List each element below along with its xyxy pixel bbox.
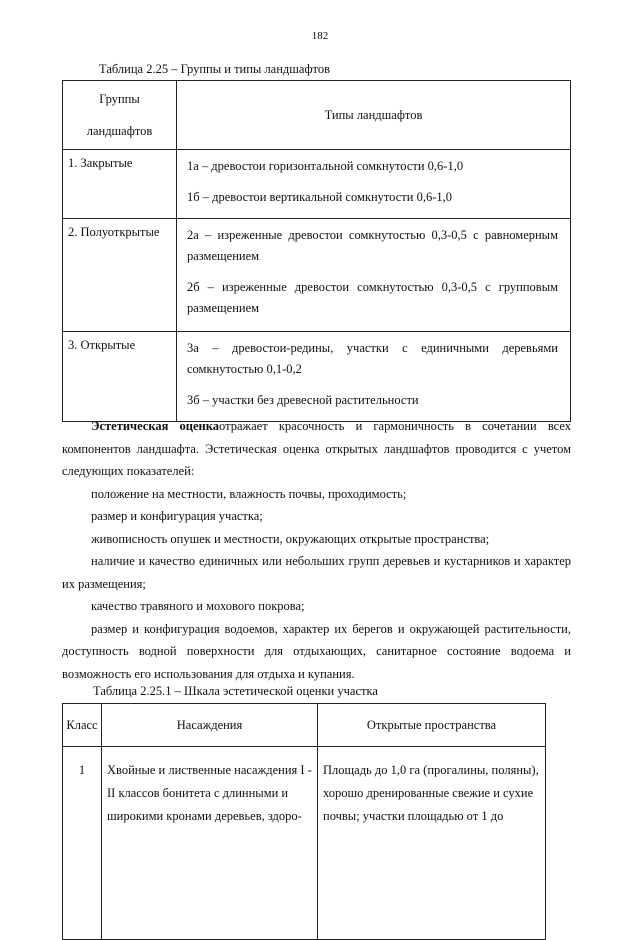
header-plantings: Насаждения — [102, 704, 318, 747]
criteria-item: качество травяного и мохового покрова; — [91, 599, 305, 613]
table-row — [63, 747, 546, 940]
criteria-item: положение на местности, влажность почвы, проходимость; — [91, 486, 407, 501]
header-class: Класс — [63, 704, 102, 747]
criteria-item: размер и конфигурация участка; — [91, 509, 263, 523]
criteria-item: живописность опушек и местности, окружающих открытые пространства; — [91, 531, 490, 546]
type-item: 2б – изреженные древостои сомкнутостью 0,3-0,5 с групповым размещением — [187, 280, 558, 315]
aesthetic-scale-table — [62, 703, 546, 940]
type-item: 1б – древостои вертикальной сомкнутости 0,6-1,0 — [187, 190, 452, 204]
types-cell — [177, 332, 571, 422]
types-cell — [177, 219, 571, 332]
intro-bold-term: Эстетическая оценка — [91, 419, 219, 433]
type-item: 3а – древостои-редины, участки с единичными деревьями сомкнутостью 0,1-0,2 — [187, 341, 558, 376]
body-text — [62, 415, 571, 685]
types-cell — [177, 150, 571, 219]
group-cell: 3. Открытые — [63, 332, 177, 422]
header-open-spaces: Открытые пространства — [318, 704, 546, 747]
table2-caption: Таблица 2.25.1 – Шкала эстетической оценки участка — [93, 684, 378, 698]
table-row — [63, 332, 571, 422]
table-row — [63, 150, 571, 219]
page-number: 182 — [311, 30, 329, 42]
table-header-row — [63, 704, 546, 747]
intro-rest: отражает красочность и гармоничность в сочетании всех компонентов ландшафта. Эстетическая оценка открытых ландшафтов проводится с учетом следующих показателей: — [62, 419, 571, 478]
table1-caption: Таблица 2.25 – Группы и типы ландшафтов — [99, 62, 330, 76]
intro-paragraph — [62, 415, 571, 483]
type-item: 1а – древостои горизонтальной сомкнутости 0,6-1,0 — [187, 159, 464, 173]
header-groups-line2: ландшафтов — [86, 124, 153, 138]
type-item: 2а – изреженные древостои сомкнутостью 0,3-0,5 с равномерным размещением — [187, 228, 558, 263]
group-cell: 1. Закрытые — [63, 150, 177, 219]
criteria-item: наличие и качество единичных или небольших групп деревьев и кустарников и характер их размещения; — [62, 554, 571, 591]
group-cell: 2. Полуоткрытые — [63, 219, 177, 332]
open-spaces-cell: Площадь до 1,0 га (прогалины, поляны), хорошо дренированные свежие и сухие почвы; участки площадью от 1 до — [318, 747, 546, 940]
plantings-cell: Хвойные и лиственные насаждения I - II классов бонитета с длинными и широкими кронами деревьев, здоро- — [102, 747, 318, 940]
header-groups-line1: Группы — [99, 92, 140, 106]
landscape-types-table — [62, 80, 571, 422]
header-types: Типы ландшафтов — [177, 81, 571, 150]
table-row — [63, 219, 571, 332]
table-header-row — [63, 81, 571, 150]
header-groups — [63, 81, 177, 150]
criteria-item: размер и конфигурация водоемов, характер их берегов и окружающей растительности, доступность водной поверхности для отдыхающих, санитарное состояние водоема и возможность его использования для отдыха и купания. — [62, 621, 571, 681]
class-cell: 1 — [63, 747, 102, 940]
type-item: 3б – участки без древесной растительности — [187, 393, 419, 407]
